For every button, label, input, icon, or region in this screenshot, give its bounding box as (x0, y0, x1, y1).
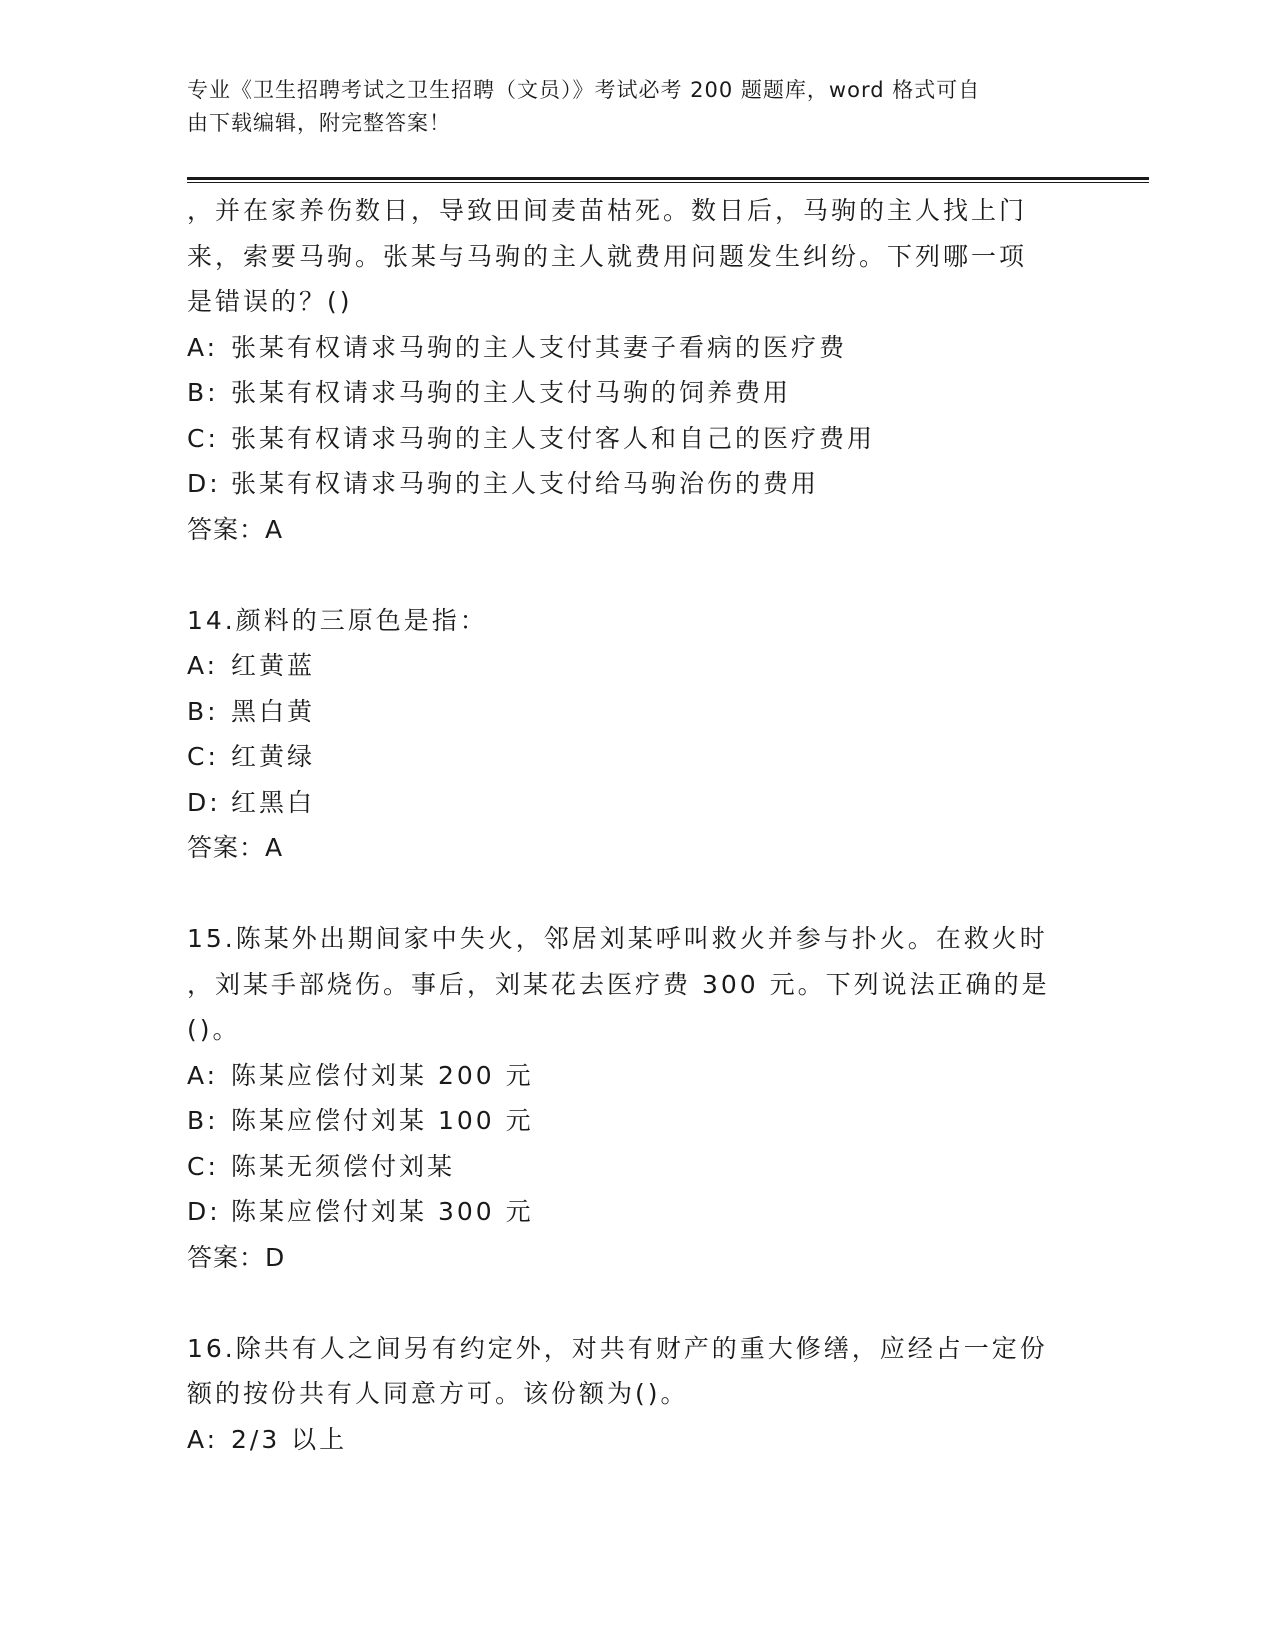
question-14 (187, 598, 1087, 871)
option-d (187, 461, 1087, 507)
header-rule-thin (187, 182, 1149, 183)
question-text-line: ，并在家养伤数日，导致田间麦苗枯死。数日后，马驹的主人找上门 (187, 196, 1028, 225)
option-a (187, 325, 1087, 371)
option-letter: D: (187, 1197, 221, 1226)
option-text: 张某有权请求马驹的主人支付马驹的饲养费用 (231, 378, 792, 407)
question-text-line: 16.除共有人之间另有约定外，对共有财产的重大修缮，应经占一定份 (187, 1333, 1048, 1363)
option-c (187, 416, 1087, 462)
option-letter: B: (187, 696, 219, 726)
question-13 (187, 188, 1087, 552)
option-text: 黑白黄 (231, 696, 316, 726)
option-letter: C: (187, 1151, 219, 1181)
option-text: 红黄绿 (231, 742, 316, 771)
spacer (187, 871, 1087, 917)
header-line-1: 专业《卫生招聘考试之卫生招聘（文员）》考试必考 200 题题库，word 格式可自 (187, 78, 981, 102)
option-text: 2/3 以上 (231, 1424, 348, 1454)
option-letter: D: (187, 787, 221, 817)
header-line-2: 由下载编辑，附完整答案！ (187, 111, 451, 135)
option-b (187, 370, 1087, 416)
option-letter: C: (187, 423, 219, 453)
question-text-line: 15.陈某外出期间家中失火，邻居刘某呼叫救火并参与扑火。在救火时 (187, 924, 1048, 953)
option-b (187, 689, 1087, 735)
question-text-line: 额的按份共有人同意方可。该份额为()。 (187, 1379, 689, 1408)
header-rule-thick (187, 177, 1149, 180)
option-letter: A: (187, 1060, 219, 1090)
spacer (187, 552, 1087, 598)
option-letter: B: (187, 1106, 219, 1135)
question-15 (187, 916, 1087, 1280)
option-letter: D: (187, 469, 221, 498)
option-text: 张某有权请求马驹的主人支付其妻子看病的医疗费 (231, 332, 848, 362)
spacer (187, 1280, 1087, 1326)
option-text: 陈某应偿付刘某 100 元 (231, 1106, 534, 1135)
option-letter: B: (187, 378, 219, 407)
option-c (187, 1144, 1087, 1190)
option-letter: A: (187, 1424, 219, 1454)
option-text: 陈某应偿付刘某 200 元 (231, 1060, 534, 1090)
question-text-line: 是错误的？() (187, 287, 353, 316)
option-b (187, 1098, 1087, 1144)
option-d (187, 1189, 1087, 1235)
option-c (187, 734, 1087, 780)
document-header (187, 74, 1067, 140)
question-text-line: ，刘某手部烧伤。事后，刘某花去医疗费 300 元。下列说法正确的是 (187, 969, 1050, 999)
answer-line: 答案：A (187, 514, 284, 544)
option-a (187, 1053, 1087, 1099)
option-a (187, 1417, 1087, 1463)
answer-line: 答案：D (187, 1242, 286, 1272)
option-text: 陈某无须偿付刘某 (231, 1151, 456, 1181)
option-letter: A: (187, 332, 219, 362)
option-letter: C: (187, 742, 219, 771)
option-letter: A: (187, 651, 219, 680)
option-a (187, 643, 1087, 689)
answer-line: 答案：A (187, 833, 284, 862)
option-text: 张某有权请求马驹的主人支付客人和自己的医疗费用 (231, 423, 876, 453)
question-content (187, 188, 1087, 1462)
option-text: 陈某应偿付刘某 300 元 (231, 1197, 534, 1226)
question-text-line: 14.颜料的三原色是指： (187, 605, 488, 635)
option-text: 张某有权请求马驹的主人支付给马驹治伤的费用 (231, 469, 820, 498)
option-text: 红黄蓝 (231, 651, 316, 680)
question-text-line: ()。 (187, 1015, 241, 1044)
question-16 (187, 1326, 1087, 1463)
option-d (187, 780, 1087, 826)
option-text: 红黑白 (231, 787, 316, 817)
question-text-line: 来，索要马驹。张某与马驹的主人就费用问题发生纠纷。下列哪一项 (187, 241, 1028, 271)
